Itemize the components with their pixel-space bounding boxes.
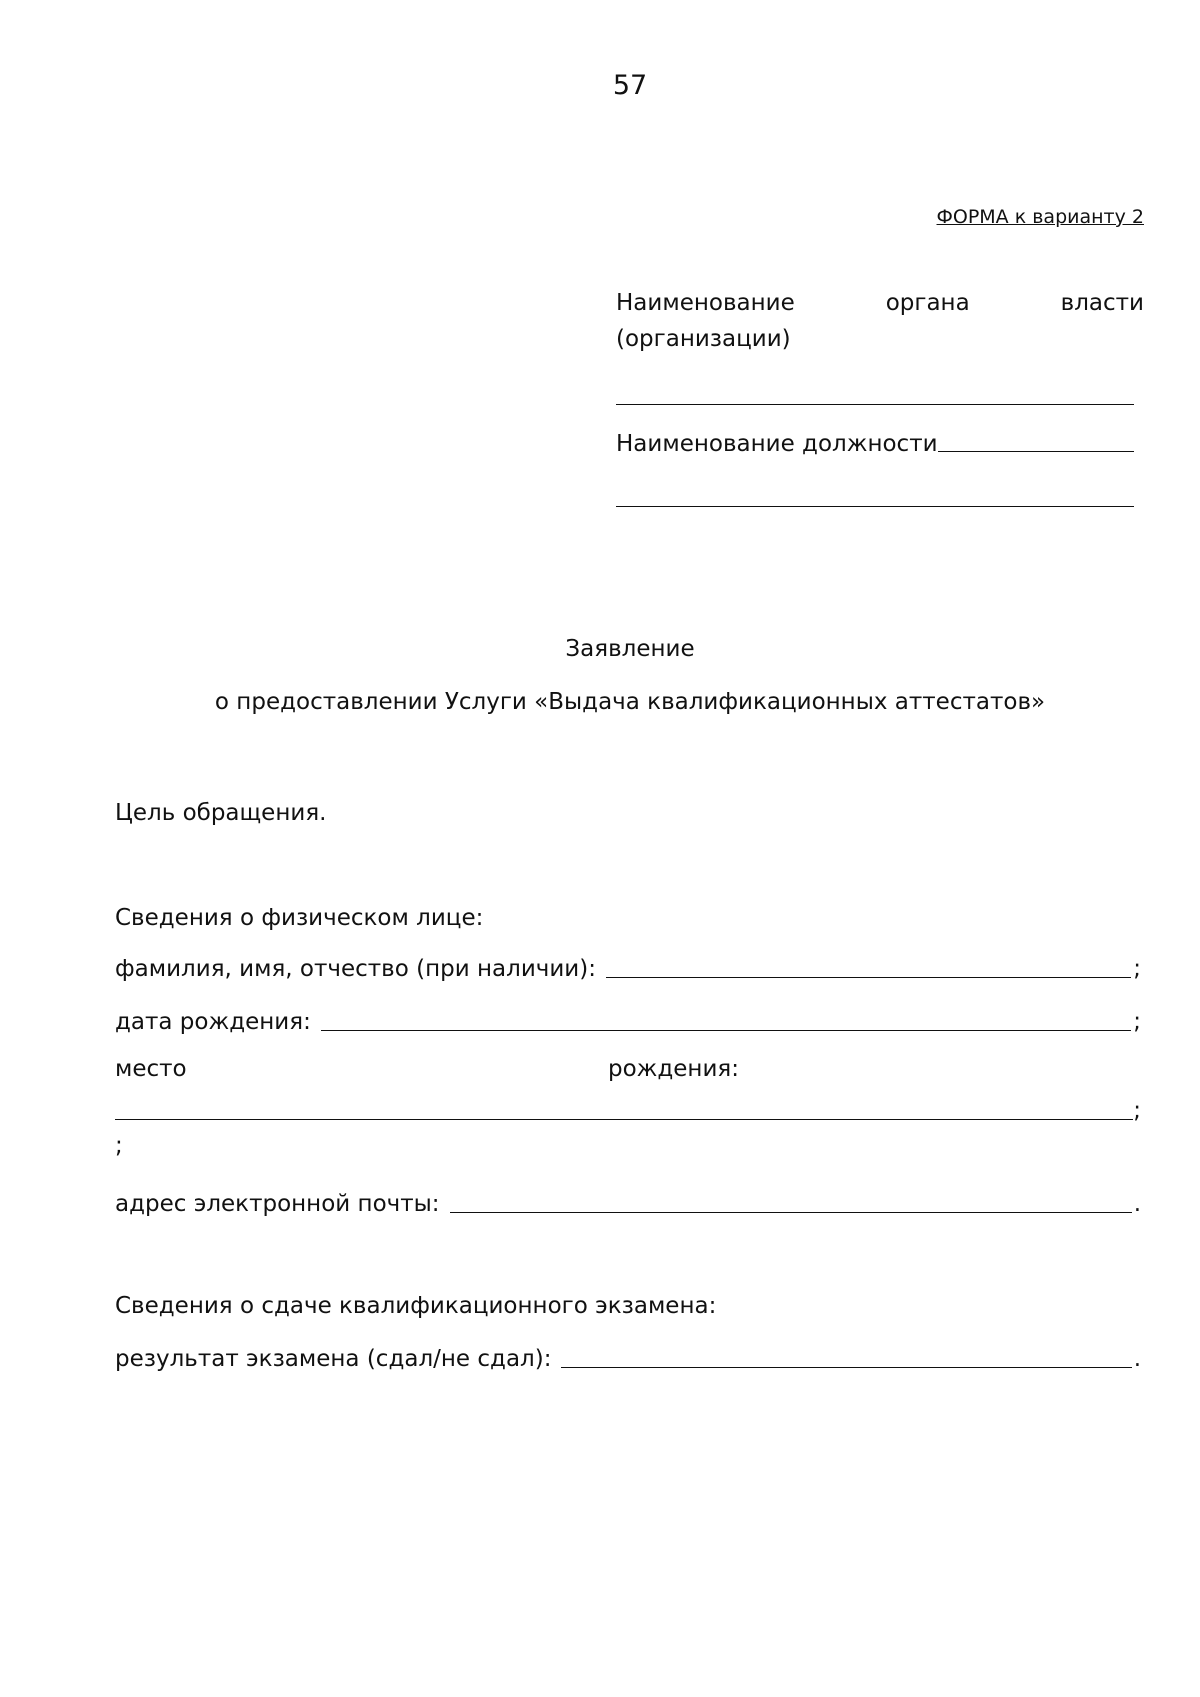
birth-place-row	[115, 1056, 739, 1082]
semicolon: ;	[1133, 1098, 1141, 1124]
email-field[interactable]	[450, 1212, 1132, 1213]
position-label: Наименование должности	[616, 431, 938, 457]
exam-result-label: результат экзамена (сдал/не сдал):	[115, 1346, 552, 1372]
birth-date-field[interactable]	[321, 1030, 1131, 1031]
email-row	[115, 1191, 1141, 1217]
org-word-3: власти	[1060, 290, 1144, 316]
full-name-label: фамилия, имя, отчество (при наличии):	[115, 956, 596, 982]
semicolon: ;	[1133, 1009, 1141, 1035]
org-name-line	[616, 290, 1144, 322]
birth-place-word-1: место	[115, 1056, 187, 1082]
period: .	[1133, 1191, 1141, 1217]
birth-date-row	[115, 1009, 1141, 1035]
org-word-2: органа	[885, 290, 970, 316]
birth-date-label: дата рождения:	[115, 1009, 311, 1035]
position-field-continued[interactable]	[616, 506, 1134, 507]
birth-place-field-row	[115, 1098, 1141, 1124]
position-row	[616, 431, 1134, 457]
org-word-1: Наименование	[616, 290, 795, 316]
birth-place-field[interactable]	[115, 1119, 1133, 1120]
full-name-row	[115, 956, 1141, 982]
addressee-block	[616, 290, 1144, 457]
semicolon: ;	[1133, 956, 1141, 982]
full-name-field[interactable]	[606, 977, 1131, 978]
email-label: адрес электронной почты:	[115, 1191, 440, 1217]
org-word-4: (организации)	[616, 326, 791, 352]
form-label: ФОРМА к варианту 2	[936, 206, 1144, 228]
birth-place-word-2: рождения:	[607, 1056, 739, 1082]
purpose-text: Цель обращения.	[115, 800, 327, 826]
document-subtitle: о предоставлении Услуги «Выдача квалификационных аттестатов»	[214, 689, 1046, 715]
stray-semicolon: ;	[115, 1133, 123, 1159]
org-name-field[interactable]	[616, 404, 1134, 405]
exam-result-row	[115, 1346, 1141, 1372]
page-number: 57	[612, 70, 648, 101]
person-heading: Сведения о физическом лице:	[115, 905, 484, 931]
period: .	[1133, 1346, 1141, 1372]
exam-result-field[interactable]	[561, 1367, 1131, 1368]
exam-heading: Сведения о сдаче квалификационного экзамена:	[115, 1293, 717, 1319]
document-title: Заявление	[565, 636, 695, 662]
position-field[interactable]	[938, 451, 1134, 452]
